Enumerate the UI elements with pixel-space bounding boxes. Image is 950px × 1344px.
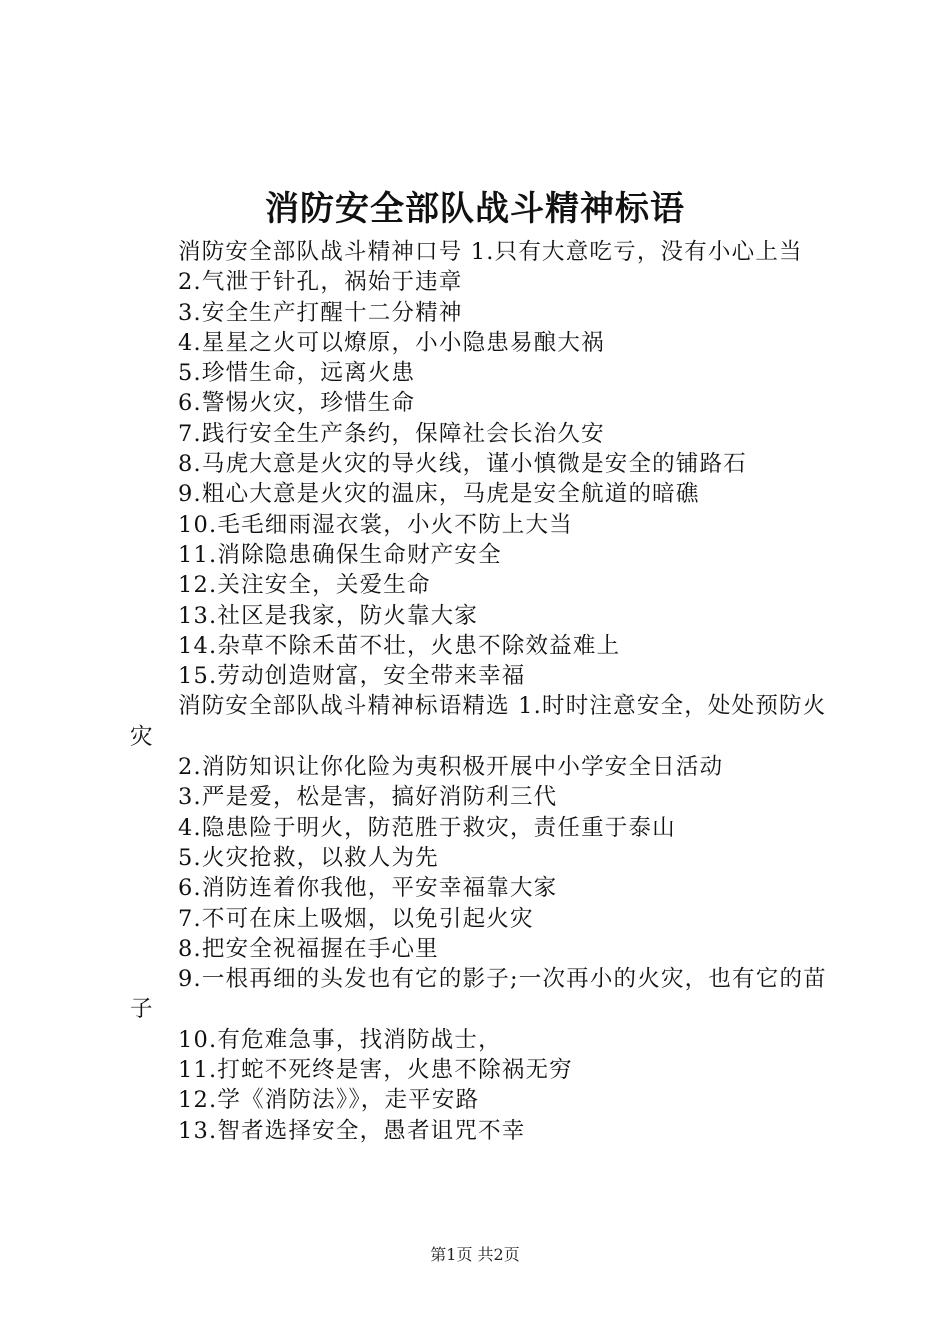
- list-item: 13.社区是我家，防火靠大家: [178, 602, 479, 629]
- list-item: 7.不可在床上吸烟，以免引起火灾: [178, 905, 534, 932]
- list-item: 3.严是爱，松是害，搞好消防利三代: [178, 784, 558, 811]
- list-item: 8.马虎大意是火灾的导火线，谨小慎微是安全的铺路石: [178, 451, 747, 478]
- list-item: 11.打蛇不死终是害，火患不除祸无穷: [178, 1057, 573, 1084]
- list-item: 6.消防连着你我他，平安幸福靠大家: [178, 875, 558, 902]
- list-item-wrapped: 9.一根再细的头发也有它的影子;一次再小的火灾，也有它的苗子: [130, 966, 827, 1023]
- list-item: 10.毛毛细雨湿衣裳，小火不防上大当: [178, 511, 573, 538]
- section1-intro: 消防安全部队战斗精神口号 1.只有大意吃亏，没有小心上当: [178, 239, 803, 265]
- page-indicator: 第1页 共2页: [430, 1245, 520, 1264]
- list-item: 10.有危难急事，找消防战士，: [178, 1026, 502, 1053]
- list-item: 5.火灾抢救，以救人为先: [178, 844, 439, 871]
- list-item: 5.珍惜生命，远离火患: [178, 360, 416, 387]
- list-item: 15.劳动创造财富，安全带来幸福: [178, 663, 526, 690]
- list-item: 7.践行安全生产条约，保障社会长治久安: [178, 420, 605, 447]
- list-item: 12.学《消防法》》，走平安路: [178, 1087, 480, 1114]
- section2-intro: 消防安全部队战斗精神标语精选 1.时时注意安全，处处预防火灾: [130, 693, 827, 750]
- list-item: 4.隐患险于明火，防范胜于救灾，责任重于泰山: [178, 814, 676, 841]
- list-item: 2.气泄于针孔，祸始于违章: [178, 269, 463, 296]
- list-item: 14.杂草不除禾苗不壮，火患不除效益难上: [178, 632, 621, 659]
- list-item: 8.把安全祝福握在手心里: [178, 935, 439, 962]
- document-body: [130, 237, 830, 1146]
- list-item: 12.关注安全，关爱生命: [178, 572, 431, 599]
- list-item: 11.消除隐患确保生命财产安全: [178, 541, 502, 568]
- list-item: 4.星星之火可以燎原，小小隐患易酿大祸: [178, 329, 605, 356]
- document-title: 消防安全部队战斗精神标语: [265, 189, 685, 229]
- list-item: 13.智者选择安全，愚者诅咒不幸: [178, 1117, 526, 1144]
- list-item: 2.消防知识让你化险为夷积极开展中小学安全日活动: [178, 754, 724, 781]
- list-item: 3.安全生产打醒十二分精神: [178, 299, 463, 326]
- list-item: 6.警惕火灾，珍惜生命: [178, 390, 416, 417]
- list-item: 9.粗心大意是火灾的温床，马虎是安全航道的暗礁: [178, 481, 700, 508]
